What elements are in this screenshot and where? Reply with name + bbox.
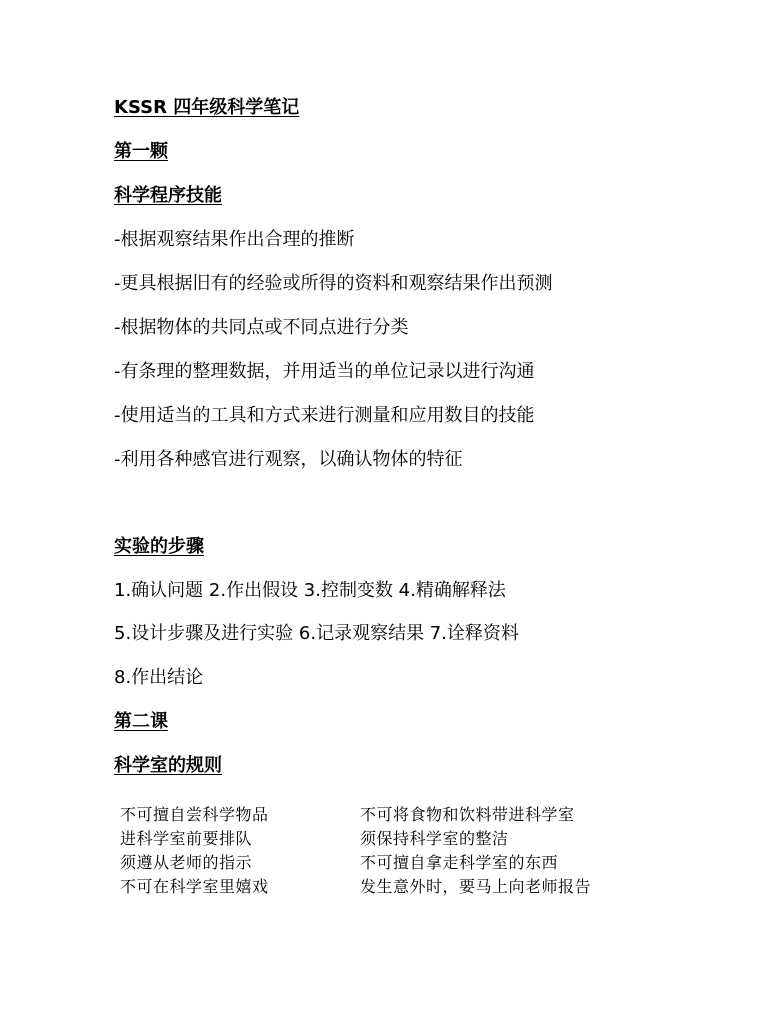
- skill-item: -根据物体的共同点或不同点进行分类: [114, 317, 409, 338]
- skill-item: -根据观察结果作出合理的推断: [114, 229, 355, 250]
- lesson2-heading: 第二课: [114, 711, 168, 732]
- skill-item: -更具根据旧有的经验或所得的资料和观察结果作出预测: [114, 273, 553, 294]
- experiment-steps-line: 8.作出结论: [114, 667, 204, 688]
- lesson1-heading: 第一颗: [114, 141, 168, 162]
- lab-rule-item: 进科学室前要排队: [120, 829, 253, 848]
- skill-item: -利用各种感官进行观察，以确认物体的特征: [114, 449, 463, 470]
- lab-rules-heading: 科学室的规则: [114, 755, 222, 776]
- lab-rule-item: 不可将食物和饮料带进科学室: [360, 805, 575, 824]
- lab-rule-item: 须保持科学室的整洁: [360, 829, 509, 848]
- experiment-steps-line: 1.确认问题 2.作出假设 3.控制变数 4.精确解释法: [114, 580, 506, 601]
- experiment-steps-line: 5.设计步骤及进行实验 6.记录观察结果 7.诠释资料: [114, 623, 519, 644]
- lab-rule-item: 不可擅自尝科学物品: [120, 805, 269, 824]
- experiment-steps-heading: 实验的步骤: [114, 536, 204, 557]
- document-title: KSSR 四年级科学笔记: [114, 97, 300, 118]
- lab-rule-item: 发生意外时，要马上向老师报告: [360, 877, 592, 896]
- skill-item: -使用适当的工具和方式来进行测量和应用数目的技能: [114, 405, 535, 426]
- lab-rules-left-column: [120, 803, 269, 899]
- lab-rule-item: 须遵从老师的指示: [120, 853, 253, 872]
- lab-rules-right-column: [360, 803, 591, 899]
- skills-heading: 科学程序技能: [114, 185, 222, 206]
- skill-item: -有条理的整理数据，并用适当的单位记录以进行沟通: [114, 361, 535, 382]
- lab-rule-item: 不可擅自拿走科学室的东西: [360, 853, 559, 872]
- lab-rule-item: 不可在科学室里嬉戏: [120, 877, 269, 896]
